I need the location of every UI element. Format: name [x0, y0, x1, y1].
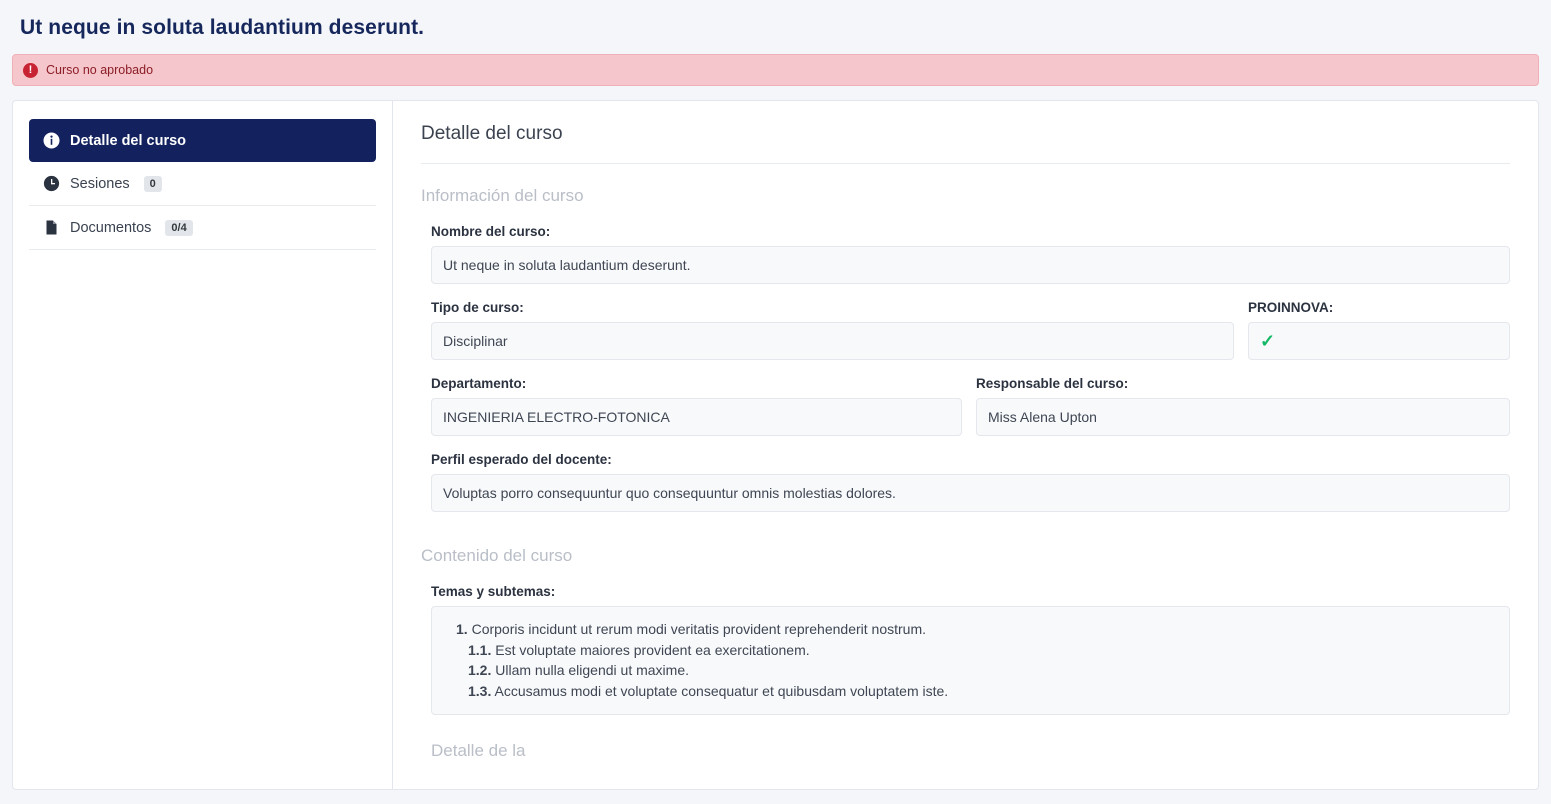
content-panel: [392, 100, 1539, 790]
topic-text: Ullam nulla eligendi ut maxime.: [495, 662, 690, 679]
section-title-informacion: Información del curso: [421, 186, 584, 205]
list-item: [456, 619, 1495, 640]
sidebar: [12, 100, 392, 790]
responsible-value: Miss Alena Upton: [976, 398, 1510, 436]
page-title: Ut neque in soluta laudantium deserunt.: [20, 16, 425, 39]
list-item: [468, 660, 1495, 681]
main-layout: [12, 100, 1539, 790]
section-title-contenido: Contenido del curso: [421, 546, 573, 565]
status-alert: [12, 54, 1539, 86]
sidebar-item-label: Sesiones: [70, 175, 130, 192]
department-value: INGENIERIA ELECTRO-FOTONICA: [431, 398, 962, 436]
sidebar-item-detalle-del-curso[interactable]: [29, 119, 376, 162]
error-circle-icon: !: [23, 63, 38, 78]
status-badge: 0/4: [165, 220, 192, 236]
topics-list: [431, 606, 1510, 715]
check-icon: ✓: [1260, 331, 1276, 351]
topic-text: Corporis incidunt ut rerum modi veritatis provident reprehenderit nostrum.: [471, 621, 926, 637]
topic-number: 1.3.: [468, 683, 492, 700]
course-name-label: Nombre del curso:: [431, 224, 551, 239]
topic-number: 1.: [456, 621, 468, 637]
topics-label: Temas y subtemas:: [431, 584, 556, 599]
sidebar-item-label: Detalle del curso: [70, 132, 187, 149]
topic-text: Est voluptate maiores provident ea exercitationem.: [495, 641, 810, 658]
document-icon: [43, 219, 60, 236]
profile-label: Perfil esperado del docente:: [431, 452, 612, 467]
sidebar-item-label: Documentos: [70, 219, 152, 236]
responsible-label: Responsable del curso:: [976, 376, 1129, 391]
content-heading: Detalle del curso: [421, 123, 1510, 164]
course-type-label: Tipo de curso:: [431, 300, 524, 315]
section-title-detalle-siguiente: Detalle de la: [431, 740, 526, 760]
topic-number: 1.2.: [468, 662, 492, 679]
alert-message: Curso no aprobado: [46, 63, 154, 77]
topic-text: Accusamus modi et voluptate consequatur et quibusdam voluptatem iste.: [494, 683, 949, 700]
proinnova-label: PROINNOVA:: [1248, 300, 1334, 315]
course-name-value: Ut neque in soluta laudantium deserunt.: [431, 246, 1510, 284]
status-badge: 0: [144, 176, 162, 192]
course-type-value: Disciplinar: [431, 322, 1234, 360]
topic-number: 1.1.: [468, 641, 492, 658]
info-icon: [43, 132, 60, 149]
proinnova-value: [1248, 322, 1510, 360]
list-item: [468, 640, 1495, 661]
clock-icon: [43, 175, 60, 192]
profile-value: Voluptas porro consequuntur quo consequuntur omnis molestias dolores.: [431, 474, 1510, 512]
sidebar-item-documentos[interactable]: [29, 206, 376, 250]
sidebar-item-sesiones[interactable]: [29, 162, 376, 206]
list-item: [468, 681, 1495, 702]
department-label: Departamento:: [431, 376, 527, 391]
